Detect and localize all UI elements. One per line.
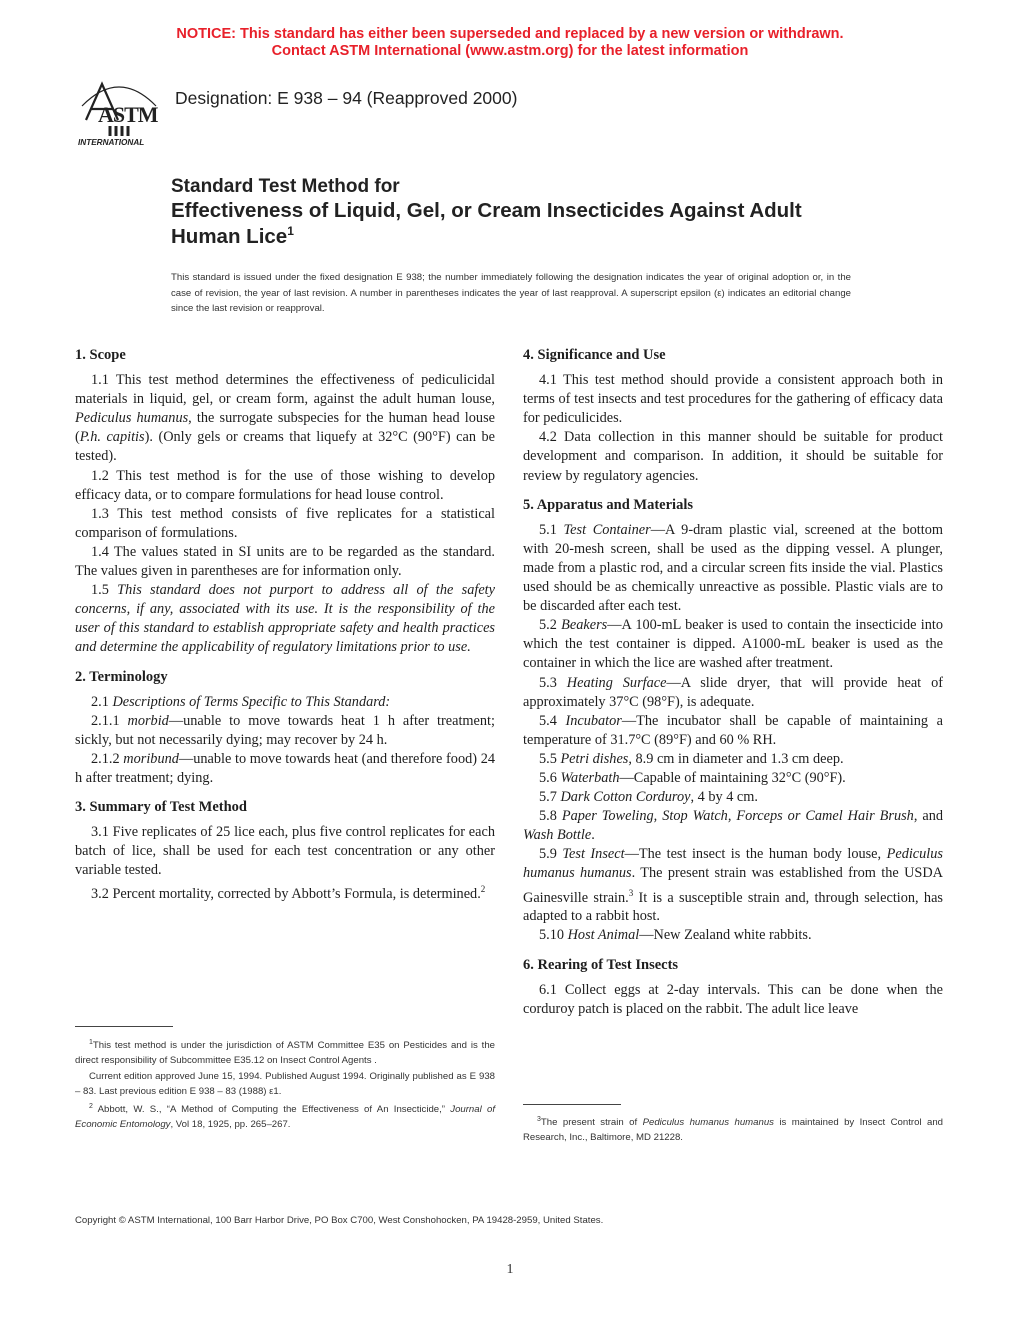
paragraph-1-2: 1.2 This test method is for the use of those wishing to develop efficacy data, or to compare formulations for head louse control. [75,467,495,503]
title-line-1: Standard Test Method for [171,176,400,197]
paragraph-2-1-1: 2.1.1 morbid—unable to move towards heat 1 h after treatment; sickly, but not necessarily dying; may recover by 24 h. [75,712,495,748]
paragraph-4-2: 4.2 Data collection in this manner should be suitable for product development and comparison. In addition, it should be suitable for review by regulatory agencies. [523,429,943,484]
document-title [171,176,871,250]
section-heading-apparatus: 5. Apparatus and Materials [523,496,693,513]
paragraph-1-5: 1.5 This standard does not purport to address all of the safety concerns, if any, associated with its use. It is the responsibility of the user of this standard to establish appropriate safety and health practices and determine the applicability of regulatory limitations prior to use. [75,582,495,656]
paragraph-5-6: 5.6 Waterbath—Capable of maintaining 32°C (90°F). [539,769,846,786]
section-heading-significance: 4. Significance and Use [523,347,666,363]
footnotes-right [523,1112,943,1146]
footnote-1: $^1$This test method is under the jurisdiction of ASTM Committee E35 on Pesticides and is the direct responsibility of Subcommittee E35.12 on Insect Control Agents . [75,1039,495,1067]
paragraph-5-3: 5.3 Heating Surface—A slide dryer, that will provide heat of approximately 37°C (98°F), is adequate. [523,674,943,710]
paragraph-5-1: 5.1 Test Container—A 9-dram plastic vial, screened at the bottom with 20-mesh screen, shall be used as the dipping vessel. A plunger, made from a plastic rod, and a circular screen fits inside the vial. Plastics used should be as chemically unreactive as possible. Plastic vials are to be discarded after each test. [523,521,943,615]
footnote-rule-left [75,1026,173,1027]
title-main-text: Effectiveness of Liquid, Gel, or Cream Insecticides Against Adult Human Lice [171,199,802,248]
page-number: 1 [506,1262,514,1277]
footnote-3: $^3$The present strain of Pediculus humanus humanus is maintained by Insect Control and Research, Inc., Baltimore, MD 21228. [523,1116,943,1144]
paragraph-5-2: 5.2 Beakers—A 100-mL beaker is used to contain the insecticide into which the test container is dipped. A1000-mL beaker is used as the container in which the lice are washed after treatment. [523,617,943,672]
notice-line-1: NOTICE: This standard has either been superseded and replaced by a new version or withdrawn. [176,26,844,42]
left-column [75,346,495,904]
paragraph-5-9: 5.9 Test Insect—The test insect is the human body louse, Pediculus humanus humanus. The present strain was established from the USDA Gainesville strain.$^3$ It is a susceptible strain and, through selection, has adapted to a rabbit host. [523,846,943,925]
right-column [523,346,943,1019]
paragraph-2-1-2: 2.1.2 moribund—unable to move towards heat (and therefore food) 24 h after treatment; dying. [75,750,495,786]
copyright-line: Copyright © ASTM International, 100 Barr Harbor Drive, PO Box C700, West Conshohocken, PA 19428-2959, United States. [75,1215,604,1226]
paragraph-5-7: 5.7 Dark Cotton Corduroy, 4 by 4 cm. [539,789,758,806]
paragraph-1-3: 1.3 This test method consists of five replicates for a statistical comparison of formulations. [75,505,495,541]
footnotes-left [75,1035,495,1133]
section-heading-terminology: 2. Terminology [75,668,168,685]
designation: Designation: E 938 – 94 (Reapproved 2000) [175,88,518,108]
section-heading-scope: 1. Scope [75,347,126,363]
paragraph-5-10: 5.10 Host Animal—New Zealand white rabbits. [539,927,812,944]
paragraph-2-1: 2.1 Descriptions of Terms Specific to This Standard: [91,693,391,710]
paragraph-1-1: 1.1 This test method determines the effectiveness of pediculicidal materials in liquid, gel, or cream form, against the adult human louse, Pediculus humanus, the surrogate subspecies for the human head louse (P.h. capitis). (Only gels or creams that liquefy at 32°C (90°F) can be tested). [75,372,495,465]
astm-logo [76,76,162,148]
footnote-2: $^2$ Abbott, W. S., “A Method of Computing the Effectiveness of An Insecticide,” Journal of Economic Entomology, Vol 18, 1925, pp. 265–267. [75,1103,495,1131]
title-footnote-mark: 1 [287,224,294,239]
section-heading-rearing: 6. Rearing of Test Insects [523,956,679,973]
paragraph-1-4: 1.4 The values stated in SI units are to be regarded as the standard. The values given in parentheses are for information only. [75,543,495,580]
issue-note: This standard is issued under the fixed designation E 938; the number immediately following the designation indicates the year of original adoption or, in the case of revision, the year of last revision. A number in parentheses indicates the year of last reapproval. A superscript epsilon (ε) indicates an editorial change since the last revision or reapproval. [171,272,851,314]
supersede-notice [0,26,1020,60]
paragraph-5-8: 5.8 Paper Toweling, Stop Watch, Forceps or Camel Hair Brush, and Wash Bottle. [523,808,944,844]
paragraph-3-2: 3.2 Percent mortality, corrected by Abbott’s Formula, is determined.$^2$ [91,884,486,903]
title-main [171,198,871,250]
paragraph-5-4: 5.4 Incubator—The incubator shall be capable of maintaining a temperature of 31.7°C (89°F) and 60 % RH. [523,712,943,748]
notice-line-2: Contact ASTM International (www.astm.org) for the latest information [271,43,749,59]
paragraph-5-5: 5.5 Petri dishes, 8.9 cm in diameter and 1.3 cm deep. [539,750,844,767]
logo-subtitle: INTERNATIONAL [78,138,145,147]
paragraph-4-1: 4.1 This test method should provide a consistent approach both in terms of test insects and test procedures for the gathering of efficacy data for pediculicides. [523,372,943,427]
footnote-1-edition: Current edition approved June 15, 1994. Published August 1994. Originally published as E 938 – 83. Last previous edition E 938 – 83 (1988) ε1. [75,1070,495,1097]
footnote-rule-right [523,1104,621,1105]
paragraph-3-1: 3.1 Five replicates of 25 lice each, plus five control replicates for each batch of lice, shall be used for each test concentration or any other variable tested. [75,824,495,879]
section-heading-summary: 3. Summary of Test Method [75,799,247,816]
paragraph-6-1: 6.1 Collect eggs at 2-day intervals. This can be done when the corduroy patch is placed on the rabbit. The adult lice leave [523,981,943,1017]
logo-letters: ASTM [98,102,158,127]
